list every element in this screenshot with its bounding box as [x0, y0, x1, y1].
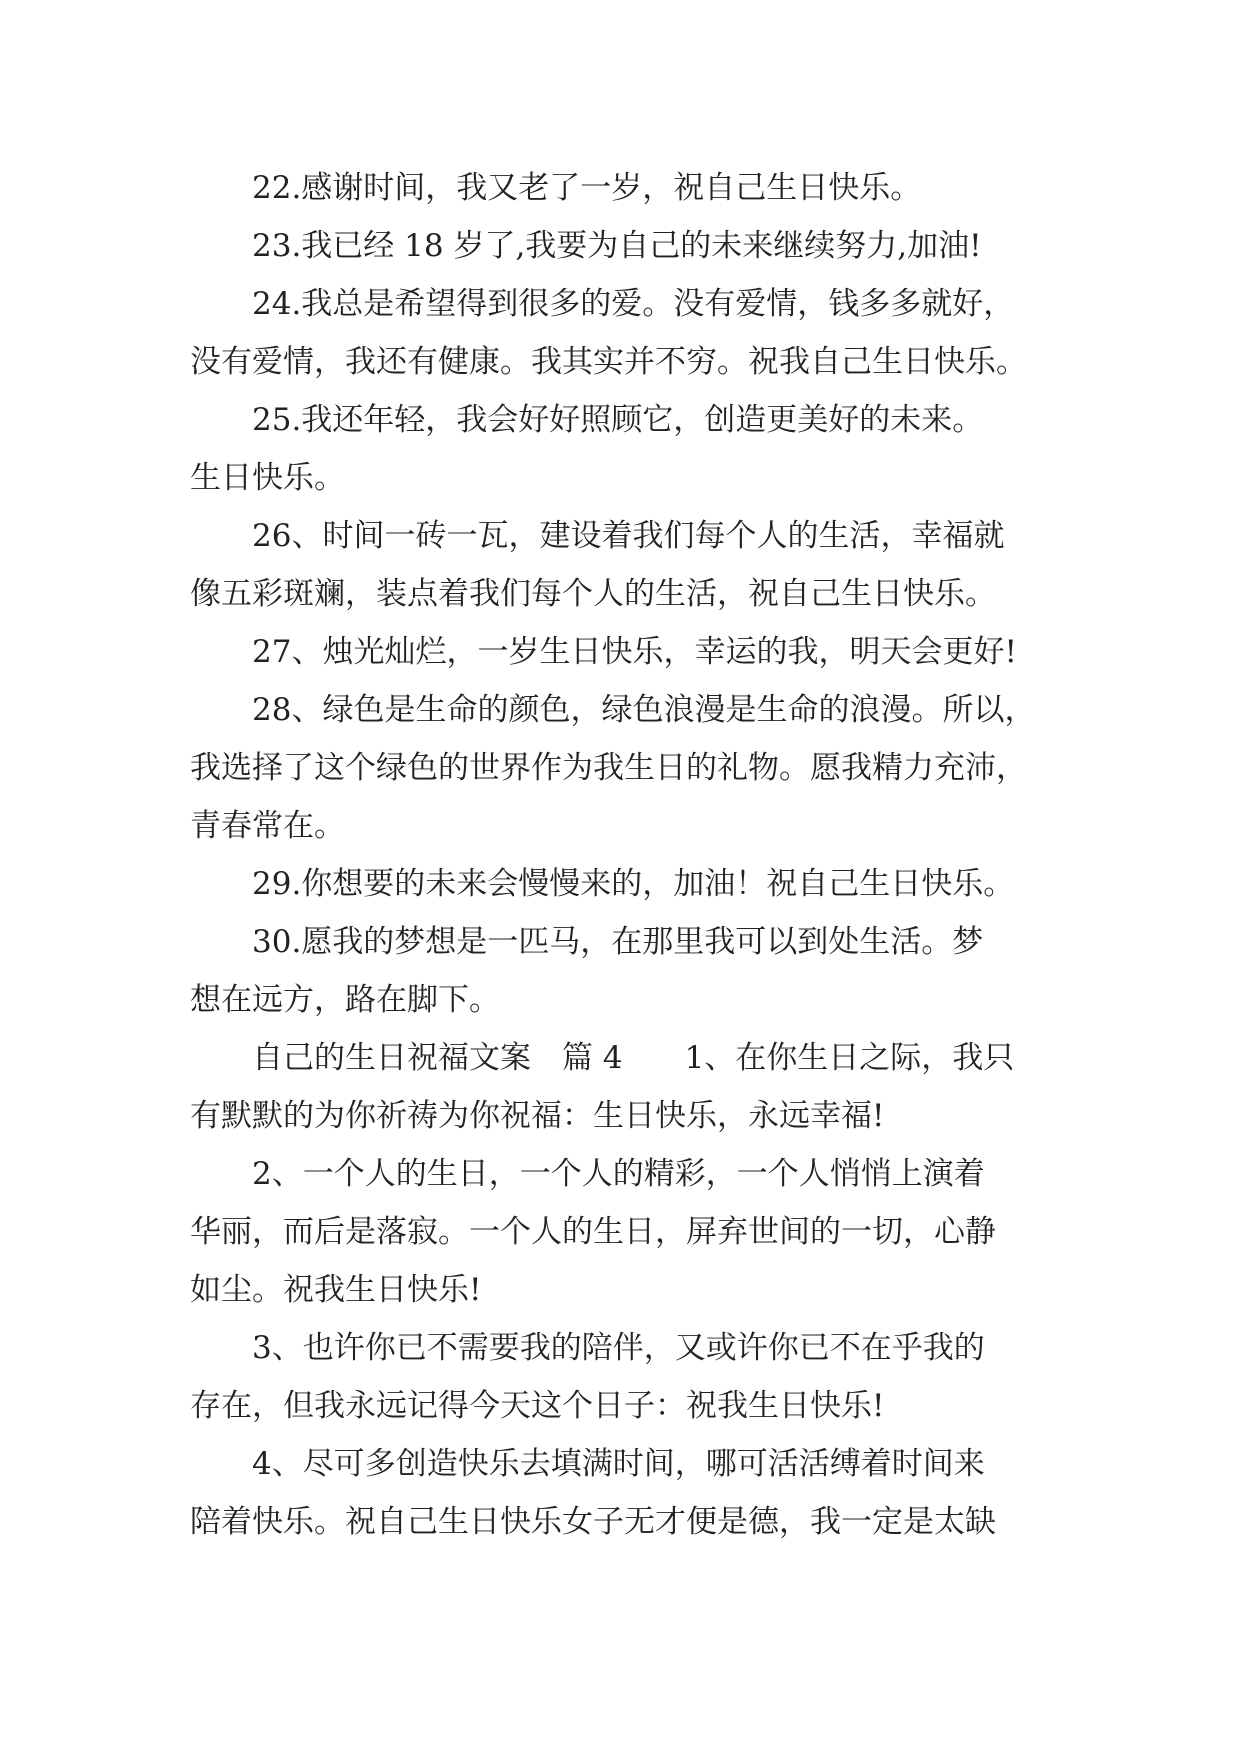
- text-line: 27、烛光灿烂，一岁生日快乐，幸运的我，明天会更好!: [252, 634, 1017, 670]
- text-line: 22.感谢时间，我又老了一岁，祝自己生日快乐。: [252, 170, 922, 206]
- text-line: 24.我总是希望得到很多的爱。没有爱情，钱多多就好，: [252, 286, 1015, 322]
- text-line: 没有爱情，我还有健康。我其实并不穷。祝我自己生日快乐。: [190, 344, 1027, 380]
- text-line: 像五彩斑斓，装点着我们每个人的生活，祝自己生日快乐。: [190, 576, 996, 612]
- text-line: 如尘。祝我生日快乐!: [190, 1272, 482, 1308]
- text-line: 25.我还年轻，我会好好照顾它，创造更美好的未来。: [252, 402, 984, 438]
- text-line: 23.我已经 18 岁了,我要为自己的未来继续努力,加油!: [252, 228, 982, 264]
- text-line: 生日快乐。: [190, 460, 345, 496]
- text-line: 青春常在。: [190, 808, 345, 844]
- text-line: 陪着快乐。祝自己生日快乐女子无才便是德，我一定是太缺: [190, 1504, 996, 1540]
- text-line: 28、绿色是生命的颜色，绿色浪漫是生命的浪漫。所以，: [252, 692, 1036, 728]
- text-line: 我选择了这个绿色的世界作为我生日的礼物。愿我精力充沛，: [190, 750, 1027, 786]
- text-line: 4、尽可多创造快乐去填满时间，哪可活活缚着时间来: [252, 1446, 985, 1482]
- text-line: 26、时间一砖一瓦，建设着我们每个人的生活，幸福就: [252, 518, 1005, 554]
- text-line: 3、也许你已不需要我的陪伴，又或许你已不在乎我的: [252, 1330, 985, 1366]
- text-line: 29.你想要的未来会慢慢来的，加油！祝自己生日快乐。: [252, 866, 1015, 902]
- text-line: 华丽，而后是落寂。一个人的生日，屏弃世间的一切，心静: [190, 1214, 996, 1250]
- text-line: 有默默的为你祈祷为你祝福：生日快乐，永远幸福!: [190, 1098, 885, 1134]
- text-line: 2、一个人的生日，一个人的精彩，一个人悄悄上演着: [252, 1156, 985, 1192]
- section-heading-line: 自己的生日祝福文案 篇 4 1、在你生日之际，我只: [252, 1040, 1015, 1076]
- text-line: 30.愿我的梦想是一匹马，在那里我可以到处生活。梦: [252, 924, 984, 960]
- text-line: 存在，但我永远记得今天这个日子：祝我生日快乐!: [190, 1388, 885, 1424]
- text-line: 想在远方，路在脚下。: [190, 982, 500, 1018]
